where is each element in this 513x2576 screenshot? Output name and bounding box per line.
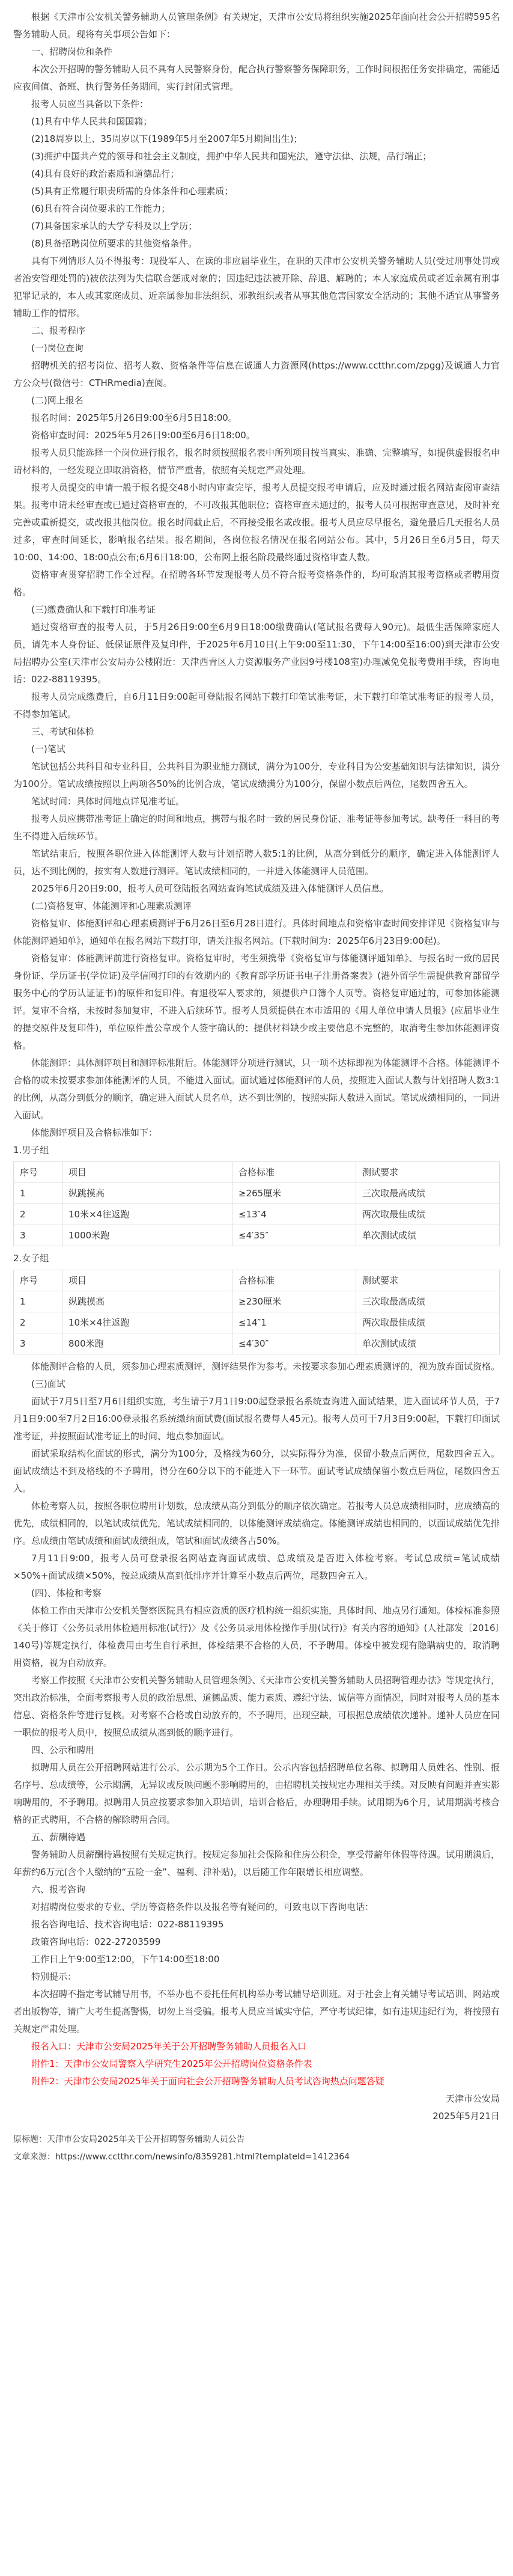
header-cell: 测试要求: [356, 1162, 500, 1183]
table-cell: 800米跑: [62, 1333, 232, 1354]
paragraph: 体能测评：具体测评项目和测评标准附后。体能测评分项进行测试，只一项不达标即视为体能测评不合格。体能测评不合格的或未按要求参加体能测评的人员，不能进入面试。面试通过体能测评的人员，按照进入面试人数与计划招聘人数3:1的比例，从高分到低分的顺序，确定进入面试人员名单，达不到比例的，按照实际人数进入面试。笔试成绩相同的，一同进入面试。: [13, 1057, 500, 1121]
table-cell: ≤13″4: [232, 1204, 356, 1225]
table-cell: 单次测试成绩: [356, 1333, 500, 1354]
sub-heading: (一)笔试: [31, 744, 65, 754]
condition-item: (8)具备招聘岗位所要求的其他资格条件。: [31, 238, 198, 249]
paragraph: 报考人员完成缴费后，自6月11日9:00起可登陆报名网站下载打印笔试准考证，未下载打印笔试准考证的报考人员，不得参加笔试。: [13, 691, 500, 720]
paragraph: 报考人员应携带准考证上确定的时间和地点，携带与报名时一致的居民身份证、准考证等参加考试。缺考任一科目的考生不得进入后续环节。: [13, 813, 500, 842]
section-heading-3: 三、考试和体检: [31, 726, 95, 737]
header-cell: 合格标准: [232, 1162, 356, 1183]
intro-paragraph: 根据《天津市公安机关警务辅助人员管理条例》有关规定，天津市公安局将组织实施2025年面向社会公开招聘595名警务辅助人员。现将有关事项公告如下：: [13, 11, 500, 40]
table-cell: 3: [14, 1225, 62, 1246]
table-cell: 10米×4往返跑: [62, 1312, 232, 1333]
section-heading-2: 二、报考程序: [31, 325, 86, 336]
paragraph: 笔试时间：具体时间地点详见准考证。: [31, 796, 185, 807]
table-row: [14, 1183, 500, 1204]
condition-item: (3)拥护中国共产党的领导和社会主义制度，拥护中华人民共和国宪法，遵守法律、法规，品行端正；: [31, 151, 432, 162]
header-cell: 序号: [14, 1270, 62, 1291]
paragraph: 本次招聘不指定考试辅导用书，不举办也不委托任何机构举办考试辅导培训班。对于社会上有关辅导考试培训、网站或者出版物等，请广大考生提高警惕，切勿上当受骗。报考人员应当诚实守信，严守考试纪律，如有违规违纪行为，将按照有关规定严肃处理。: [13, 1989, 500, 2034]
table-title-female: 2.女子组: [13, 1253, 49, 1264]
paragraph: 面试采取结构化面试的形式，满分为100分，及格线为60分，以实际得分为准，保留小数点后两位，尾数四舍五入。面试成绩达不到及格线的不予聘用，得分在60分以下的不能进入下一环节。面试考试成绩保留小数点后两位，尾数四舍五入。: [13, 1448, 500, 1494]
paragraph: 拟聘用人员在公开招聘网站进行公示，公示期为5个工作日。公示内容包括招聘单位名称、拟聘用人员姓名、性别、报名序号、总成绩等，公示期满，无异议或反映问题不影响聘用的，由招聘机关按规定办理相关手续。对反映有问题并查实影响聘用的，不予聘用。拟聘用人员应按要求参加入职培训，培训合格后，办理聘用手续。试用期为6个月，试用期满考核合格的正式聘用，不合格的解除聘用合同。: [13, 1762, 500, 1825]
source-link[interactable]: 文章来源：https://www.cctthr.com/newsinfo/8359281.html?templateId=1412364: [13, 2152, 350, 2162]
table-header-row: [14, 1162, 500, 1183]
table-cell: 三次取最高成绩: [356, 1183, 500, 1204]
paragraph: 笔试结束后，按照各职位进入体能测评人数与计划招聘人数5:1的比例，从高分到低分的顺序，确定进入体能测评人员，达不到比例的，按实有人数进行测评。笔试成绩相同的，一并进入体能测评人员范围。: [13, 848, 500, 877]
condition-item: (4)具有良好的政治素质和道德品行；: [31, 168, 180, 179]
table-row: [14, 1291, 500, 1312]
table-cell: ≤14″1: [232, 1312, 356, 1333]
contact-line: 报名咨询电话、技术咨询电话：022-88119395: [31, 1919, 224, 1930]
paragraph: 体检考察人员，按照各职位聘用计划数，总成绩从高分到低分的顺序依次确定。若报考人员总成绩相同时，应成绩高的优先，成绩相同的，以笔试成绩优先，笔试成绩相同的，以体能测评成绩确定。体能测评成绩也相同的，以面试成绩优先排序。总成绩由笔试成绩和面试成绩组成，笔试和面试成绩各占50%。: [13, 1501, 500, 1546]
sub-heading: (一)岗位查询: [31, 343, 83, 353]
paragraph: 警务辅助人员薪酬待遇按照有关规定执行。按规定参加社会保险和住房公积金，享受带薪年休假等待遇。试用期满后，年薪约6万元(含个人缴纳的“五险一金”、福利、津补贴)，以后随工作年限增长相应调整。: [13, 1849, 500, 1877]
tip-heading: 特别提示：: [31, 1971, 77, 1982]
table-header-row: [14, 1270, 500, 1291]
female-standard-table: [13, 1270, 500, 1354]
attachment-link-2[interactable]: 附件2：天津市公安局2025年关于面向社会公开招聘警务辅助人员考试咨询热点问题答疑: [31, 2076, 384, 2087]
section-heading-4: 四、公示和聘用: [31, 1745, 95, 1755]
paragraph: 资格复审：体能测评前进行资格复审。资格复审时，考生须携带《资格复审与体能测评通知单》、与报名时一致的居民身份证、学历证书(学位证)及学信网打印的有效期内的《教育部学历证书电子注册备案表》(港外留学生需提供教育部留学服务中心的学历认证证书)的原件和复印件。有退役军人要求的，须提供户口簿个人页等。资格复审通过的，可参加体能测评。复审不合格，未按时参加复审，不进入后续环节。报考人员须提供在本市适用的《用人单位申请人员报》(应届毕业生的提交原件及复印件)，单位原件盖公章或个人签字确认的；提供材料缺少或主要信息不完整的，取消考生参加体能测评资格。: [13, 953, 500, 1051]
table-cell: 1000米跑: [62, 1225, 232, 1246]
paragraph: 考察工作按照《天津市公安机关警务辅助人员管理条例》、《天津市公安机关警务辅助人员招聘管理办法》等规定执行，突出政治标准，全面考察报考人员的政治思想、道德品质、能力素质、遵纪守法、诚信等方面情况，同时对报考人员的基本信息、资格条件等进行复核。对考察不合格或自动放弃的，不予聘用，出现空缺，可根据总成绩依次递补。递补人员应在同一职位的报考人员中，按照总成绩从高到低的顺序进行。: [13, 1675, 500, 1738]
paragraph: 资格审查时间：2025年5月26日9:00至6月6日18:00。: [31, 430, 255, 441]
table-cell: 三次取最高成绩: [356, 1291, 500, 1312]
paragraph: 7月11日9:00，报考人员可登录报名网站查询面试成绩、总成绩及是否进入体检考察。考试总成绩=笔试成绩×50%+面试成绩×50%，按总成绩从高到低排序并计算至小数点后两位，尾数四舍五入。: [13, 1553, 500, 1581]
table-cell: 两次取最佳成绩: [356, 1312, 500, 1333]
sub-heading: (四)、体检和考察: [31, 1588, 102, 1599]
condition-item: (2)18周岁以上、35周岁以下(1989年5月至2007年5月期间出生)；: [31, 133, 303, 144]
section-heading-5: 五、薪酬待遇: [31, 1832, 86, 1843]
condition-item: (1)具有中华人民共和国国籍；: [31, 116, 153, 127]
header-cell: 序号: [14, 1162, 62, 1183]
paragraph: 资格复审、体能测评和心理素质测评于6月26日至6月28日进行。具体时间地点和资格审查时间安排详见《资格复审与体能测评通知单》，通知单在报名网站下载打印，请关注报名网站。(下载时间为：2025年6月23日9:00起)。: [13, 918, 500, 946]
attachment-link-1[interactable]: 附件1：天津市公安局警察入学研究生2025年公开招聘岗位资格条件表: [31, 2058, 312, 2069]
table-cell: ≤4′30″: [232, 1333, 356, 1354]
table-cell: 3: [14, 1333, 62, 1354]
header-cell: 项目: [62, 1270, 232, 1291]
contact-line: 政策咨询电话：022-27203599: [31, 1936, 161, 1947]
table-cell: ≥265厘米: [232, 1183, 356, 1204]
table-cell: 两次取最佳成绩: [356, 1204, 500, 1225]
registration-link[interactable]: 报名入口：天津市公安局2025年关于公开招聘警务辅助人员报名入口: [31, 2041, 307, 2052]
table-cell: ≥230厘米: [232, 1291, 356, 1312]
paragraph: 报考人员只能选择一个岗位进行报名，报名时须按照报名表中所列项目按当真实、准确、完整填写，如提供虚假报名申请材料的，一经发现立即取消资格，情节严重者，依照有关规定严肃处理。: [13, 447, 500, 476]
paragraph: 体检工作由天津市公安机关警察医院具有相应资质的医疗机构统一组织实施，具体时间、地点另行通知。体检标准参照《关于修订〈公务员录用体检通用标准(试行)〉及《公务员录用体检操作手册(试行)》有关内容的通知》(人社部发〔2016〕140号)等规定执行，体检费用由考生自行承担，体检结果不合格的人员，不予聘用。体检中被发现有隐瞒病史的，取消聘用资格，视为自动放弃。: [13, 1605, 500, 1668]
paragraph: 具有下列情形人员不得报考：现役军人、在读的非应届毕业生，在职的天津市公安机关警务辅助人员(受过刑事处罚或者治安管理处罚的)被依法列为失信联合惩戒对象的；因违纪违法被开除、辞退、解聘的；本人家庭成员或者近亲属有刑事犯罪记录的，本人或其家庭成员、近亲属参加非法组织、邪教组织或者从事其他危害国家安全活动的；其他不适宜从事警务辅助工作的情形。: [13, 255, 500, 319]
table-title-male: 1.男子组: [13, 1145, 49, 1155]
male-standard-table: [13, 1161, 500, 1246]
header-cell: 合格标准: [232, 1270, 356, 1291]
condition-item: (7)具备国家承认的大学专科及以上学历；: [31, 221, 198, 231]
paragraph: 笔试包括公共科目和专业科目，公共科目为职业能力测试，满分为100分，专业科目为公安基础知识与法律知识，满分为100分。笔试成绩按照以上两项各50%的比例合成，笔试成绩满分为100分，保留小数点后两位，尾数四舍五入。: [13, 761, 500, 789]
sub-heading: (二)网上报名: [31, 395, 83, 406]
table-row: [14, 1204, 500, 1225]
table-cell: 单次测试成绩: [356, 1225, 500, 1246]
table-cell: 10米×4往返跑: [62, 1204, 232, 1225]
table-cell: 2: [14, 1312, 62, 1333]
sub-heading: (三)缴费确认和下载打印准考证: [31, 604, 156, 615]
table-cell: 纵跳摸高: [62, 1291, 232, 1312]
table-cell: 2: [14, 1204, 62, 1225]
table-row: [14, 1333, 500, 1354]
paragraph: 报考人员提交的申请一般于报名提交48小时内审查完毕，报考人员提交报考申请后，应及时通过报名网站查阅审查结果。报考申请未经审查或已通过资格审查的，不可改报其他职位；资格审查未通过的，报考人员可根据审查意见，及时补充完善或重新提交，或改报其他岗位。报名时间截止后，不再接受报名或改报。报考人员应尽早报名，避免最后几天报名人员过多，审查时间延长，影响报名结果。报名期间，各岗位报名情况在报名网站公布。其中，5月26日至6月5日，每天10:00、14:00、18:00点公布;6月6日18:00，公布网上报名阶段最终通过资格审查人数。: [13, 482, 500, 563]
table-cell: 纵跳摸高: [62, 1183, 232, 1204]
signature-date: 2025年5月21日: [433, 2111, 500, 2122]
table-row: [14, 1312, 500, 1333]
paragraph: 体能测评合格的人员，须参加心理素质测评，测评结果作为参考。未按要求参加心理素质测评的，视为放弃面试资格。: [31, 1361, 500, 1372]
condition-item: (6)具有符合岗位要求的工作能力；: [31, 203, 171, 214]
sub-heading: (三)面试: [31, 1378, 65, 1389]
paragraph: 对招聘岗位要求的专业、学历等资格条件以及报名等有疑问的，可致电以下咨询电话：: [31, 1901, 374, 1912]
table-cell: 1: [14, 1183, 62, 1204]
header-cell: 测试要求: [356, 1270, 500, 1291]
source-block: [13, 2131, 500, 2166]
section-heading-6: 六、报考咨询: [31, 1884, 86, 1895]
condition-item: (5)具有正常履行职责所需的身体条件和心理素质；: [31, 186, 234, 197]
contact-line: 工作日上午9:00至12:00，下午14:00至18:00: [31, 1954, 220, 1965]
paragraph: 报考人员应当具备以下条件：: [31, 99, 149, 109]
paragraph: 体能测评项目及合格标准如下：: [31, 1127, 158, 1138]
table-cell: ≤4′35″: [232, 1225, 356, 1246]
paragraph: 招聘机关的招考岗位、招考人数、资格条件等信息在诚通人力资源网(https://www.cctthr.com/zpgg)及诚通人力官方公众号(微信号：CTHRmedia)查阅。: [13, 360, 500, 388]
sub-heading: (二)资格复审、体能测评和心理素质测评: [31, 901, 192, 911]
paragraph: 报名时间：2025年5月26日9:00至6月5日18:00。: [31, 412, 237, 423]
section-heading-1: 一、招聘岗位和条件: [31, 46, 113, 57]
original-title: 原标题：天津市公安局2025年关于公开招聘警务辅助人员公告: [13, 2135, 245, 2144]
paragraph: 通过资格审查的报考人员，于5月26日9:00至6月9日18:00缴费确认(笔试报名费每人90元)。最低生活保障家庭人员，请先本人身份证、低保证原件及复印件，于2025年6月10日(上午9:00至11:30，下午14:00至16:00)到天津市公安局招聘办公室(天津市公安局办公楼附近：天津西青区人力资源服务产业园9号楼108室)办理减免免报考费用手续，咨询电话：022-88119395。: [13, 622, 500, 685]
signature-org: 天津市公安局: [445, 2093, 500, 2104]
paragraph: 资格审查贯穿招聘工作全过程。在招聘各环节发现报考人员不符合报考资格条件的，均可取消其报考资格或者聘用资格。: [13, 569, 500, 598]
table-cell: 1: [14, 1291, 62, 1312]
paragraph: 面试于7月5日至7月6日组织实施，考生请于7月1日9:00起登录报名系统查询进入面试结果，进入面试环节人员，于7月1日9:00至7月2日16:00登录报名系统缴纳面试费(面试报名费每人45元)。报考人员可于7月3日9:00起，下载打印面试准考证，并按照面试准考证上的时间、地点参加面试。: [13, 1396, 500, 1442]
header-cell: 项目: [62, 1162, 232, 1183]
table-row: [14, 1225, 500, 1246]
paragraph: 本次公开招聘的警务辅助人员不具有人民警察身份，配合执行警察警务保障职务，工作时间根据任务安排确定，需能适应夜间值、备班、执行警务任务期间，实行封闭式管理。: [13, 64, 500, 92]
paragraph: 2025年6月20日9:00，报考人员可登陆报名网站查询笔试成绩及进入体能测评人员信息。: [31, 883, 389, 894]
